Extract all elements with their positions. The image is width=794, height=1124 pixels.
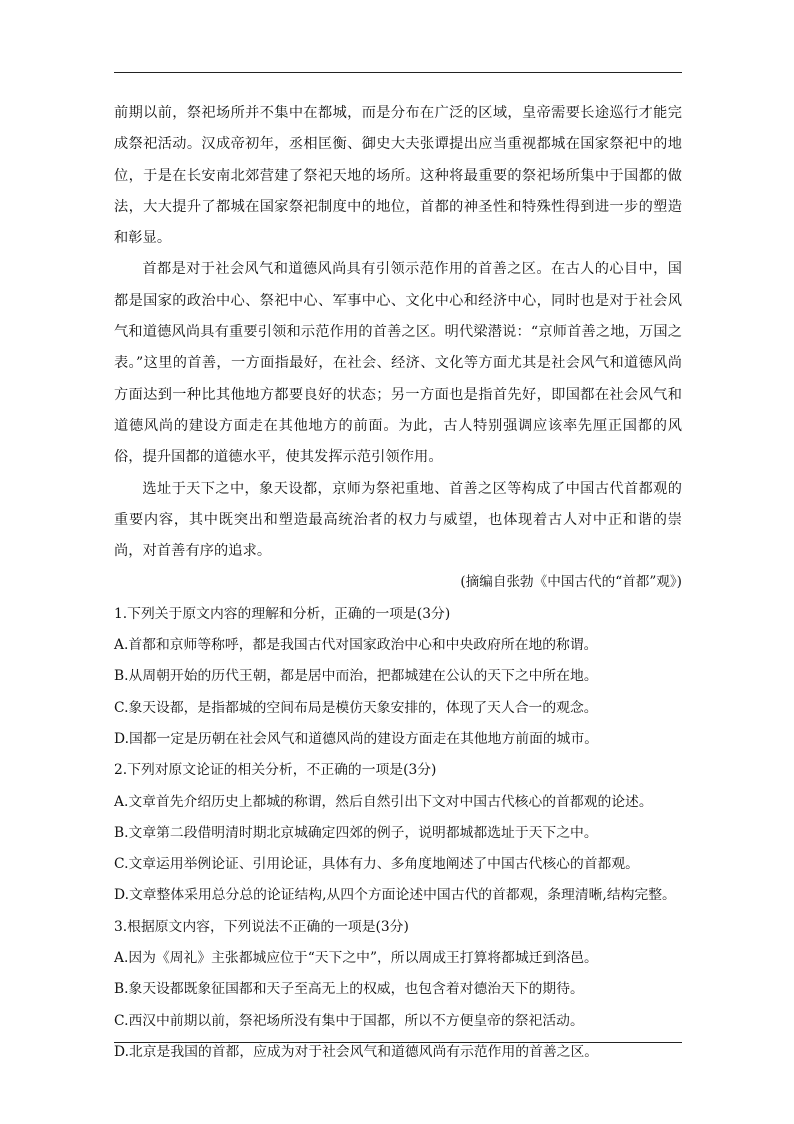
question-1-option-a: A.首都和京师等称呼，都是我国古代对国家政治中心和中央政府所在地的称谓。 — [114, 637, 598, 654]
question-2-option-c: C.文章运用举例论证、引用论证，具体有力、多角度地阐述了中国古代核心的首都观。 — [114, 856, 639, 873]
question-2-option-a: A.文章首先介绍历史上都城的称谓，然后自然引出下文对中国古代核心的首都观的论述。 — [114, 793, 653, 810]
question-2-option-d: D.文章整体采用总分总的论证结构,从四个方面论述中国古代的首都观，条理清晰,结构完整。 — [114, 887, 676, 904]
page-content — [114, 98, 682, 1068]
question-1-option-b: B.从周朝开始的历代王朝，都是居中而治，把都城建在公认的天下之中所在地。 — [114, 668, 598, 685]
passage-source: (摘编自张勃《中国古代的“首都”观》) — [460, 574, 682, 591]
top-rule — [114, 72, 682, 73]
bottom-rule — [114, 1042, 682, 1043]
question-3-stem: 3.根据原文内容，下列说法不正确的一项是(3分) — [114, 918, 409, 935]
passage-paragraph-2: 首都是对于社会风气和道德风尚具有引领示范作用的首善之区。在古人的心目中，国都是国家的政治中心、祭祀中心、军事中心、文化中心和经济中心，同时也是对于社会风气和道德风尚具有重要引领和示范作用的首善之区。明代梁潜说：“京师首善之地，万国之表。”这里的首善，一方面指最好，在社会、经济、文化等方面尤其是社会风气和道德风尚方面达到一种比其他地方都要良好的状态；另一方面也是指首先好，即国都在社会风气和道德风尚的建设方面走在其他地方的前面。为此，古人特别强调应该率先厘正国都的风俗，提升国都的道德水平，使其发挥示范引领作用。 — [114, 261, 682, 466]
question-3-option-b: B.象天设都既象征国都和天子至高无上的权威，也包含着对德治天下的期待。 — [114, 981, 584, 998]
question-2-stem: 2.下列对原文论证的相关分析，不正确的一项是(3分) — [114, 762, 437, 779]
question-3-option-a: A.因为《周礼》主张都城应位于“天下之中”，所以周成王打算将都城迁到洛邑。 — [114, 950, 598, 967]
question-1-option-c: C.象天设都，是指都城的空间布局是模仿天象安排的，体现了天人合一的观念。 — [114, 699, 598, 716]
question-3-option-d: D.北京是我国的首都，应成为对于社会风气和道德风尚有示范作用的首善之区。 — [114, 1043, 599, 1060]
question-1-stem: 1.下列关于原文内容的理解和分析，正确的一项是(3分) — [114, 605, 451, 622]
passage-paragraph-1: 前期以前，祭祀场所并不集中在都城，而是分布在广泛的区域，皇帝需要长途巡行才能完成祭祀活动。汉成帝初年，丞相匡衡、御史大夫张谭提出应当重视都城在国家祭祀中的地位，于是在长安南北郊营建了祭祀天地的场所。这种将最重要的祭祀场所集中于国都的做法，大大提升了都城在国家祭祀制度中的地位，首都的神圣性和特殊性得到进一步的塑造和彰显。 — [114, 105, 682, 247]
question-3-option-c: C.西汉中前期以前，祭祀场所没有集中于国都，所以不方便皇帝的祭祀活动。 — [114, 1012, 584, 1029]
question-1-option-d: D.国都一定是历朝在社会风气和道德风尚的建设方面走在其他地方前面的城市。 — [114, 730, 599, 747]
passage-paragraph-3: 选址于天下之中，象天设都，京师为祭祀重地、首善之区等构成了中国古代首都观的重要内容，其中既突出和塑造最高统治者的权力与威望，也体现着古人对中正和谐的崇尚，对首善有序的追求。 — [114, 480, 682, 560]
question-2-option-b: B.文章第二段借明清时期北京城确定四郊的例子，说明都城都选址于天下之中。 — [114, 824, 598, 841]
